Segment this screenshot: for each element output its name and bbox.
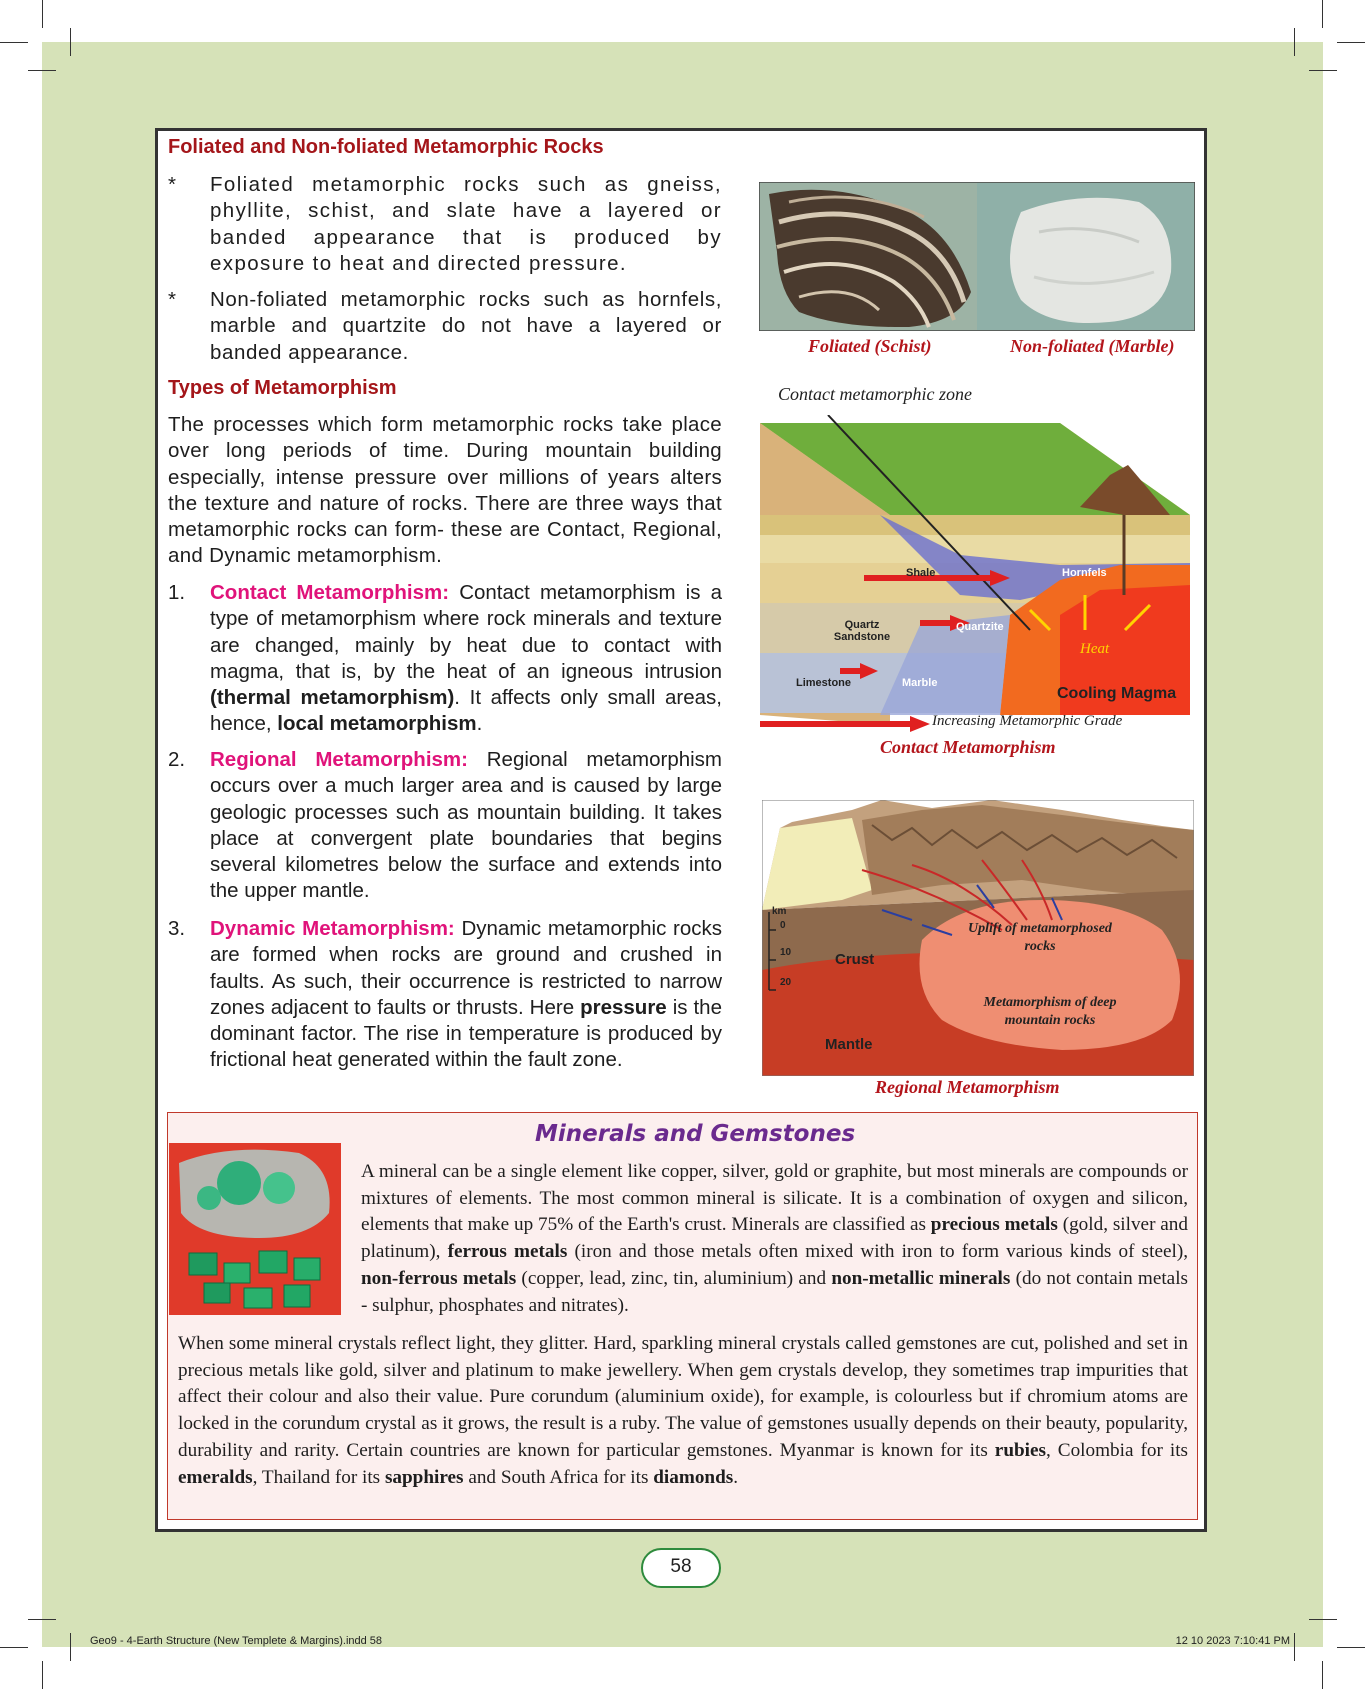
bold-text: ferrous metals	[447, 1241, 568, 1263]
caption-foliated: Foliated (Schist)	[808, 336, 932, 356]
label-hornfels: Hornfels	[1062, 567, 1107, 579]
body-text: Regional metamorphism occurs over a much larger area and is caused by large geologic processes such as mountain building. It takes place at convergent plate boundaries that begins several kilometres below the surface and extends into the upper mantle.	[210, 748, 722, 903]
page-number: 58	[641, 1548, 721, 1588]
body-text: .	[476, 712, 483, 736]
item-number: 1.	[168, 581, 186, 604]
crop-mark	[28, 70, 56, 71]
body-text: Contact metamorphism is a type of metamorphism where rock minerals and texture are changed, mainly by heat due to contact with magma, that is, by the heat of an igneous intrusion	[210, 581, 722, 683]
crop-mark	[0, 1647, 28, 1648]
label-quartzite: Quartzite	[956, 621, 1004, 633]
text: and South Africa for its	[463, 1466, 654, 1488]
emerald-photo	[169, 1143, 341, 1315]
text: A mineral can be a single element like copper, silver, gold or graphite, but most minerals are compounds or mixtures of elements. The most common mineral is silicate. It is a combination of oxygen and silicon, elements that make up 75% of the Earth's crust. Minerals are classified as	[361, 1161, 1188, 1236]
item-number: 3.	[168, 917, 186, 940]
item-body	[210, 747, 722, 905]
text: (copper, lead, zinc, tin, aluminium) and	[516, 1267, 832, 1289]
bold-text: pressure	[580, 995, 667, 1019]
contact-zone-label: Contact metamorphic zone	[778, 384, 972, 404]
crop-mark	[0, 42, 28, 43]
bold-text: diamonds	[653, 1466, 734, 1488]
label-uplift: Uplift of metamorphosed rocks	[968, 921, 1112, 954]
crop-mark	[42, 0, 43, 28]
text: When some mineral crystals reflect light, they glitter. Hard, sparkling mineral crystals called gemstones are cut, polished and set in precious metals like gold, silver and platinum to make jewellery. When gem crystals develop, they sometimes trap impurities that affect their colour and also their value. Pure corundum (aluminium oxide), for example, is colourless but if chromium atoms are locked in the corundum crystal as it grows, the result is a ruby. The value of gemstones usually depends on their beauty, popularity, durability and rarity. Certain countries are known for particular gemstones. Myanmar is known for its	[178, 1333, 1188, 1461]
marble-photo	[1010, 198, 1171, 323]
bold-text: rubies	[994, 1439, 1046, 1461]
item-body	[210, 580, 722, 738]
crop-mark	[1322, 0, 1323, 28]
caption-contact: Contact Metamorphism	[880, 737, 1056, 757]
text: (gold, silver and platinum),	[361, 1214, 1188, 1263]
crop-mark	[1309, 70, 1337, 71]
label-shale: Shale	[906, 567, 936, 579]
crop-mark	[1337, 1647, 1365, 1648]
bullet-marker: *	[168, 173, 176, 196]
bold-text: emeralds	[178, 1466, 253, 1488]
bold-text: non-metallic minerals	[831, 1267, 1011, 1289]
gem-paragraph-2	[178, 1331, 1188, 1491]
crop-mark	[1294, 1633, 1295, 1661]
bullet-marker: *	[168, 288, 176, 311]
tick-0: 0	[780, 920, 786, 931]
crop-mark	[70, 1633, 71, 1661]
caption-regional: Regional Metamorphism	[875, 1077, 1060, 1097]
label-cooling-magma: Cooling Magma	[1057, 685, 1177, 702]
term: Regional Metamorphism:	[210, 748, 468, 771]
body-text: is the dominant factor. The rise in temperature is produced by frictional heat generated within the fault zone.	[210, 995, 722, 1072]
heading-types: Types of Metamorphism	[168, 377, 397, 399]
text: (iron and those metals often mixed with iron to form various kinds of steel),	[567, 1241, 1189, 1263]
crop-mark	[28, 1619, 56, 1620]
bold-text: sapphires	[384, 1466, 464, 1488]
rock-photos	[759, 182, 1195, 331]
bold-text: local metamorphism	[277, 712, 477, 736]
bold-text: non-ferrous metals	[361, 1267, 517, 1289]
label-grade: Increasing Metamorphic Grade	[932, 713, 1123, 729]
bold-text: precious metals	[930, 1214, 1058, 1236]
slug-file: Geo9 - 4-Earth Structure (New Templete & Margins).indd 58	[90, 1635, 383, 1647]
body-text: . It affects only small areas, hence,	[210, 686, 722, 736]
crop-mark	[42, 1661, 43, 1689]
bullet-non-foliated	[168, 287, 722, 366]
intro-paragraph: The processes which form metamorphic rocks take place over long periods of time. During mountain building especially, intense pressure over millions of years alters the texture and nature of rocks. There are three ways that metamorphic rocks can form- these are Contact, Regional, and Dynamic metamorphism.	[168, 413, 722, 568]
crop-mark	[1337, 42, 1365, 43]
label-quartz-sandstone: Quartz Sandstone	[833, 619, 891, 643]
label-mantle: Mantle	[825, 1036, 873, 1053]
item-body	[210, 916, 722, 1074]
bold-text: (thermal metamorphism)	[210, 686, 455, 710]
term: Contact Metamorphism:	[210, 581, 450, 604]
item-regional	[168, 747, 722, 905]
item-number: 2.	[168, 748, 186, 771]
crop-mark	[1322, 1661, 1323, 1689]
label-heat: Heat	[1080, 641, 1110, 657]
tick-10: 10	[780, 947, 792, 958]
heading-foliated: Foliated and Non-foliated Metamorphic Rocks	[168, 136, 604, 158]
term: Dynamic Metamorphism:	[210, 917, 455, 940]
text: , Thailand for its	[252, 1466, 385, 1488]
label-limestone: Limestone	[796, 677, 852, 689]
bullet-text: Non-foliated metamorphic rocks such as hornfels, marble and quartzite do not have a layered or banded appearance.	[210, 288, 722, 364]
gem-paragraph-1	[361, 1159, 1188, 1319]
label-km: km	[772, 906, 787, 917]
item-contact	[168, 580, 722, 738]
crop-mark	[70, 28, 71, 56]
tick-20: 20	[780, 977, 792, 988]
bullet-foliated	[168, 172, 722, 277]
crop-mark	[1294, 28, 1295, 56]
slug-timestamp: 12 10 2023 7:10:41 PM	[1175, 1635, 1290, 1647]
text: .	[733, 1466, 739, 1488]
label-crust: Crust	[835, 951, 875, 968]
crop-mark	[1309, 1619, 1337, 1620]
gem-title: Minerals and Gemstones	[535, 1121, 856, 1147]
bullet-text: Foliated metamorphic rocks such as gneiss, phyllite, schist, and slate have a layered or banded appearance that is produced by exposure to heat and directed pressure.	[210, 173, 722, 275]
item-dynamic	[168, 916, 722, 1074]
label-deep-metamorphism: Metamorphism of deep mountain rocks	[983, 995, 1117, 1028]
label-marble: Marble	[902, 677, 938, 689]
text: (do not contain metals - sulphur, phosphates and nitrates).	[361, 1267, 1188, 1316]
text: , Colombia for its	[1045, 1439, 1188, 1461]
body-text: Dynamic metamorphic rocks are formed when rocks are ground and crushed in faults. As such, their occurrence is restricted to narrow zones adjacent to faults or thrusts. Here	[210, 917, 722, 1019]
caption-non-foliated: Non-foliated (Marble)	[1010, 336, 1175, 356]
